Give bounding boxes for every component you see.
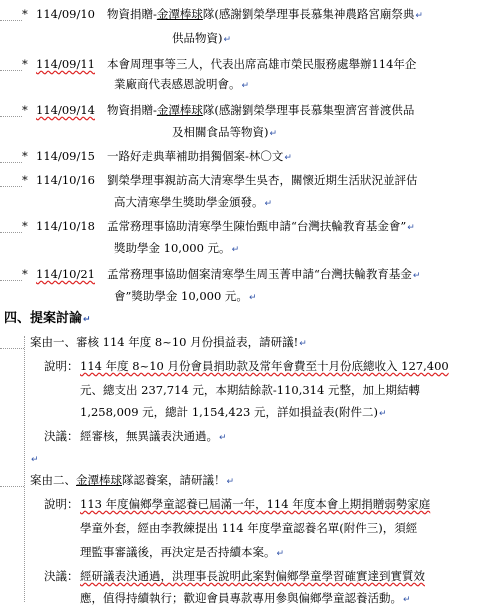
section-title: 四、提案討論 [4,311,83,326]
explain-text: 1,258,009 元，總計 1,154,423 元，詳如損益表(附件二) [80,405,378,419]
paragraph-mark: ↵ [299,339,307,349]
section-heading [4,311,91,327]
case-1-explain-label [44,358,79,374]
case-title: 案由一、審核 114 年度 8~10 月份損益表，請研議! [30,335,299,349]
bullet-asterisk: * [22,103,28,117]
paragraph-mark: ↵ [83,315,91,325]
entry-5 [22,172,417,188]
entry-continuation: 業廠商代表感恩說明會。 [114,77,241,91]
entry-3-cont [172,124,277,140]
entry-7-cont [114,288,256,304]
entry-link[interactable]: 金潭棒球 [156,103,203,117]
entry-6-cont [114,240,239,256]
entry-6 [22,218,415,234]
entry-2 [22,56,416,72]
entry-text-rest: 隊(感謝劉榮學理事長慕集聖濟宮普渡供品 [202,103,415,117]
resolution-text: 應，值得持續執行；歡迎會員專款專用參與偏鄉學童認養活動。 [80,591,402,605]
entry-5-cont [114,194,272,210]
entry-1 [22,6,423,22]
blank-line [30,450,39,466]
case-1-heading [30,334,307,350]
paragraph-mark: ↵ [379,409,387,419]
paragraph-mark: ↵ [415,11,423,21]
case-2-resolution-line-2 [80,590,411,606]
bullet-asterisk: * [22,57,28,71]
entry-continuation: 高大清寒學生獎助學金頒發。 [114,195,264,209]
entry-text: 劉榮學理事親訪高大清寒學生吳杏，關懷近期生活狀況並評估 [106,173,418,187]
paragraph-mark: ↵ [403,595,411,605]
case-1-resolution [80,428,227,444]
paragraph-mark: ↵ [264,199,273,209]
paragraph-mark: ↵ [284,153,292,163]
paragraph-mark: ↵ [241,81,250,91]
resolution-label: 決議： [44,569,79,583]
bullet-asterisk: * [22,267,28,281]
entry-date: 114/09/11 [36,57,95,71]
resolution-label: 決議： [44,429,79,443]
case-2-explain-label [44,496,79,512]
explain-text: 學童外套，經由李教練提出 114 年度學童認養名單(附件三)，須經 [80,521,418,535]
explain-label: 說明： [44,497,79,511]
entry-2-cont [114,76,249,92]
entry-date: 114/09/10 [36,7,95,21]
paragraph-mark: ↵ [226,477,235,487]
case-2-heading [30,472,234,488]
entry-continuation: 獎助學金 10,000 元。 [114,241,231,255]
paragraph-mark: ↵ [248,293,257,303]
case-2-resolution-line-1 [80,568,425,584]
entry-date: 114/09/15 [36,149,95,163]
resolution-text: 經研議表決通過，洪理事長說明此案對偏鄉學童學習確實達到實質效 [80,569,425,583]
case-title: 案由二、 [30,473,76,487]
entry-4 [22,148,292,164]
entry-date: 114/10/18 [36,219,95,233]
bullet-asterisk: * [22,219,28,233]
paragraph-mark: ↵ [269,129,278,139]
entry-date: 114/10/16 [36,173,95,187]
entry-link[interactable]: 金潭棒球 [156,7,203,21]
case-title-rest: 隊認養案，請研議！ [122,473,226,487]
entry-text-rest: 隊(感謝劉榮學理事長慕集神農路宮廟祭典 [202,7,415,21]
case-1-resolution-label [44,428,79,444]
paragraph-mark: ↵ [31,455,39,465]
entry-text: 物資捐贈- [106,103,157,117]
entry-date: 114/10/21 [36,267,95,281]
paragraph-mark: ↵ [276,549,285,559]
explain-label: 說明： [44,359,79,373]
case-2-explain-line-3 [80,544,284,560]
explain-text: 元、總支出 237,714 元，本期結餘款-110,314 元整，加上期結轉 [80,383,420,397]
entry-continuation: 會”獎助學金 10,000 元。 [114,289,248,303]
case-2-resolution-label [44,568,79,584]
entry-text: 孟常務理事協助清寒學生陳怡甄申請“台灣扶輪教育基金會” [106,219,407,233]
bullet-asterisk: * [22,173,28,187]
bullet-asterisk: * [22,7,28,21]
entry-date: 114/09/14 [36,103,95,117]
entry-3 [22,102,414,118]
entry-7 [22,266,420,282]
entry-text: 一路好走典華補助捐獨個案-林〇文 [106,149,284,163]
explain-text: 113 年度偏鄉學童認養已屆滿一年，114 年度本會上期捐贈弱勢家庭 [80,497,431,511]
case-link[interactable]: 金潭棒球 [76,473,122,487]
paragraph-mark: ↵ [231,245,240,255]
case-1-explain-line-1 [80,358,449,374]
paragraph-mark: ↵ [412,271,421,281]
entry-1-cont [172,30,231,46]
entry-text: 物資捐贈- [106,7,157,21]
paragraph-mark: ↵ [407,223,415,233]
case-2-explain-line-2 [80,520,417,536]
bullet-asterisk: * [22,149,28,163]
entry-text: 本會周理事等三人，代表出席高雄市榮民服務處舉辦114年企 [106,57,417,71]
entry-continuation: 及相關食品等物資) [172,125,269,139]
paragraph-mark: ↵ [223,35,232,45]
explain-text: 114 年度 8~10 月份會員捐助款及常年會費至十月份底總收入 127,400 [80,359,449,373]
case-1-explain-line-2 [80,382,420,398]
entry-text: 孟常務理事協助個案清寒學生周玉菁申請“台灣扶輪教育基金 [106,267,412,281]
resolution-text: 經審核，無異議表決通過。 [80,429,218,443]
entry-continuation: 供品物資) [172,31,223,45]
case-2-explain-line-1 [80,496,430,512]
explain-text: 理監事審議後，再決定是否持續本案。 [80,545,276,559]
case-1-explain-line-3 [80,404,387,420]
paragraph-mark: ↵ [219,433,227,443]
